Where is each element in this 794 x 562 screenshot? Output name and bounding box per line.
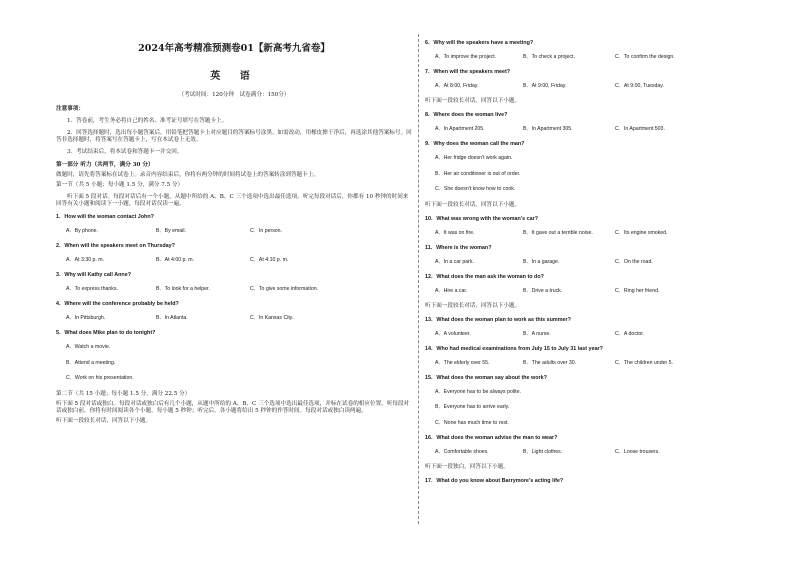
question-options xyxy=(56,286,412,293)
section2-heading: 第二节（共 15 小题；每小题 1.5 分，满分 22.5 分） xyxy=(56,390,191,397)
question-options xyxy=(425,360,755,367)
direction-text: 听下面一段较长对话，回答以下小题。 xyxy=(425,201,521,208)
option-a: A．The elderly over 55. xyxy=(435,359,490,366)
question-options xyxy=(56,257,412,264)
option-c: C．In Apartment 503. xyxy=(615,126,665,132)
option-b: B．To check a project. xyxy=(523,54,575,60)
option-b: B．A nurse. xyxy=(523,330,551,337)
direction-text: 听下面一段较长对话，回答以下小题。 xyxy=(425,302,521,309)
direction-text: 听下面一段较长对话，回答以下小题。 xyxy=(56,417,152,424)
option-b: B．Her air conditioner is out of order. xyxy=(435,170,521,177)
question-options xyxy=(56,228,412,235)
question-text: 14．Who had medical examinations from July 15 to July 31 last year? xyxy=(425,345,603,352)
option-c: C．At 9:00, Tuesday. xyxy=(615,83,664,89)
option-a: A．Hire a car. xyxy=(435,287,468,294)
option-a: A．Watch a movie. xyxy=(66,344,111,350)
question-text: 15．What does the woman say about the work? xyxy=(425,374,547,381)
question-text: 12．What does the man ask the woman to do? xyxy=(425,273,544,280)
option-c: C．The children under 5. xyxy=(615,359,673,366)
question-text: 17．What do you know about Barrymore's acting life? xyxy=(425,478,564,484)
option-c: C．Work on his presentation. xyxy=(66,375,134,381)
option-b: B．It gave out a terrible noise. xyxy=(523,229,593,236)
option-b: B．To look for a helper. xyxy=(156,286,210,292)
option-b: B．In Atlanta. xyxy=(156,315,188,321)
option-c: C．A doctor. xyxy=(615,330,645,337)
option-c: C．None has much time to rest. xyxy=(435,419,509,426)
exam-meta: （考试时间：120分钟 试卷满分：150分） xyxy=(178,92,290,98)
option-c: C．To confirm the design. xyxy=(615,54,675,60)
question-text: 7．When will the speakers meet? xyxy=(425,69,511,75)
exam-title: 2024年高考精准预测卷01【新高考九省卷】 xyxy=(138,43,330,54)
question-text: 10．What was wrong with the woman's car? xyxy=(425,215,539,222)
option-a: A．In Pittsburgh. xyxy=(66,315,106,321)
left-column xyxy=(56,40,412,425)
section1-intro: 听下面 5 段对话。每段对话后有一个小题，从题中所给的 A、B、C 三个选项中选出最佳选项。听完每段对话后，你都有 10 秒钟的时间来回答有关小题和阅读下一小题。每段对话仅读一遍。 xyxy=(56,194,409,207)
option-b: B．At 4:00 p. m. xyxy=(156,257,195,263)
question-text: 8．Where does the woman live? xyxy=(425,112,508,118)
option-b: B．By email. xyxy=(156,228,186,234)
option-c: C．At 4:10 p. m. xyxy=(250,257,289,263)
option-a: A．At 3:30 p. m. xyxy=(66,257,105,263)
question-options xyxy=(56,315,412,322)
option-c: C．Its engine smoked. xyxy=(615,229,668,236)
option-b: B．Light clothes. xyxy=(523,449,563,455)
option-a: A．In Apartment 205. xyxy=(435,126,485,132)
part1-intro: 做题时，请先将答案标在试卷上。录音内容结束后，你将有两分钟的时间将试卷上的答案转涂到答题卡上。 xyxy=(56,172,319,178)
option-a: A．It was on fire. xyxy=(435,229,475,236)
question-text: 4．Where will the conference probably be held? xyxy=(56,301,179,307)
question-text: 9．Why does the woman call the man? xyxy=(425,141,525,147)
question-text: 5．What does Mike plan to do tonight? xyxy=(56,330,156,336)
question-options xyxy=(425,331,755,338)
question-text: 16．What does the woman advise the man to wear? xyxy=(425,435,558,441)
question-text: 11．Where is the woman? xyxy=(425,244,492,251)
column-divider xyxy=(418,34,419,524)
exam-subject: 英 语 xyxy=(210,71,258,82)
option-a: A．In a car park. xyxy=(435,258,474,265)
direction-text: 听下面一段较长对话，回答以下小题。 xyxy=(425,98,521,104)
option-b: B．The adults over 30. xyxy=(523,359,577,366)
option-c: C．In person. xyxy=(250,228,283,234)
note-item: 3．考试结束后，将本试卷和答题卡一并交回。 xyxy=(67,149,183,155)
option-a: A．By phone. xyxy=(66,228,99,234)
section2-intro: 听下面 5 段对话或独白。每段对话或独白后有几个小题，从题中所给的 A、B、C 三个选项中选出最佳选项，并标在试卷的相应位置。听每段对话或独白前，你将有时间阅读各个小题，每小题 5 秒钟；听完后，各小题将给出 5 秒钟的作答时间。每段对话或独白读两遍。 xyxy=(56,400,410,414)
option-a: A．Her fridge doesn't work again. xyxy=(435,155,513,161)
question-options xyxy=(425,288,755,295)
question-text: 13．What does the woman plan to work as this summer? xyxy=(425,316,571,323)
question-options xyxy=(425,230,755,237)
option-b: B．At 9:00, Friday. xyxy=(523,83,567,89)
option-b: B．Attend a meeting. xyxy=(66,359,116,366)
direction-text: 听下面一段独白，回答以下小题。 xyxy=(425,464,509,470)
option-b: B．In a garage. xyxy=(523,258,560,265)
part1-heading: 第一部分 听力（共两节，满分 30 分） xyxy=(56,162,154,168)
option-c: C．On the road. xyxy=(615,258,653,265)
question-text: 3．Why will Kathy call Anne? xyxy=(56,272,131,278)
right-column xyxy=(425,40,755,492)
option-b: B．Drive a truck. xyxy=(523,287,563,294)
option-a: A．Comfortable shoes. xyxy=(435,449,489,455)
option-b: B．Everyone has to arrive early. xyxy=(435,404,510,410)
question-options xyxy=(425,83,755,90)
question-options xyxy=(425,54,755,61)
question-text: 2．When will the speakers meet on Thursday? xyxy=(56,243,175,249)
notes-heading: 注意事项： xyxy=(56,106,84,112)
note-item: 1．答卷前，考生务必将自己的姓名、准考证号填写在答题卡上。 xyxy=(67,118,228,124)
note-item: 2．回答选择题时，选出每小题答案后，用铅笔把答题卡上对应题目的答案标号涂黑。如需改动，用橡皮擦干净后，再选涂其他答案标号。回答非选择题时，将答案写在答题卡上，写在本试卷上无效。 xyxy=(56,130,412,143)
question-options xyxy=(425,449,755,456)
question-text: 6．Why will the speakers have a meeting? xyxy=(425,40,534,46)
option-a: A．A volunteer. xyxy=(435,330,471,337)
option-c: C．Loose trousers. xyxy=(615,449,660,455)
question-text: 1．How will the woman contact John? xyxy=(56,214,154,220)
question-options xyxy=(425,259,755,266)
option-a: A．To express thanks. xyxy=(66,286,118,292)
option-c: C．She doesn't know how to cook. xyxy=(435,186,516,192)
option-a: A．At 8:00, Friday. xyxy=(435,83,479,89)
option-b: B．In Apartment 305. xyxy=(523,126,573,132)
option-c: C．To give some information. xyxy=(250,286,319,292)
question-options xyxy=(425,126,755,133)
option-c: C．In Kansas City. xyxy=(250,315,294,321)
option-c: C．Ring her friend. xyxy=(615,287,660,294)
section1-heading: 第一节（共 5 小题；每小题 1.5 分，满分 7.5 分） xyxy=(56,182,184,188)
option-a: A．To improve the project. xyxy=(435,54,497,60)
option-a: A．Everyone has to be always polite. xyxy=(435,388,521,395)
